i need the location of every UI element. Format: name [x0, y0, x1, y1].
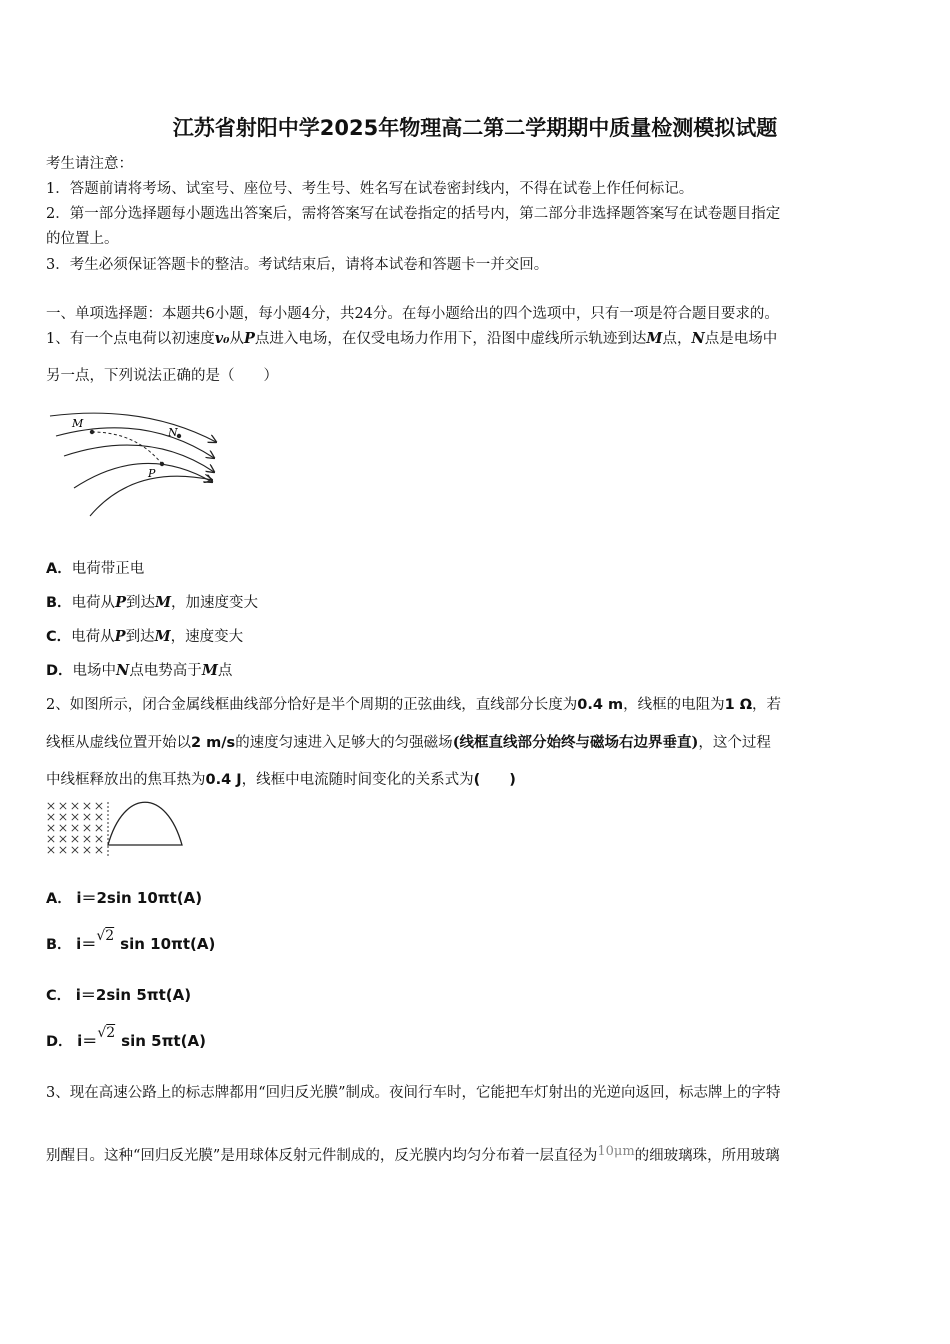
q1-option-c[interactable] — [46, 625, 243, 646]
q2-text: 中线框释放出的焦耳热为 — [46, 772, 206, 788]
q1-text: 点是电场中 — [704, 331, 778, 347]
q1-M: M — [646, 330, 663, 347]
option-formula: i＝ — [77, 1032, 98, 1050]
q3-text: 别醒目。这种“回归反光膜”是用球体反射元件制成的，反光膜内均匀分布着一层直径为 — [46, 1148, 598, 1164]
q2-option-a[interactable] — [46, 887, 202, 908]
field-x-mark — [96, 814, 102, 820]
option-var: M — [154, 594, 172, 611]
option-formula: i＝2sin 10πt(A) — [76, 889, 203, 907]
q2-frame-figure — [44, 800, 184, 860]
q2-speed: 2 m/s — [191, 735, 236, 751]
label-P: P — [148, 467, 156, 480]
option-letter: C． — [46, 988, 72, 1004]
q3-diameter: 10μm — [597, 1144, 635, 1159]
option-text: 电荷从 — [71, 595, 116, 611]
q2-option-d[interactable] — [46, 1025, 206, 1051]
notice-heading: 考生请注意： — [46, 156, 133, 172]
option-letter: C． — [46, 629, 72, 645]
notice-item: 2．第一部分选择题每小题选出答案后，需将答案写在试卷指定的括号内，第二部分非选择题答案写在试卷题目指定 — [46, 206, 781, 222]
point-M — [90, 430, 94, 434]
label-M: M — [72, 417, 84, 430]
option-var: N — [116, 662, 130, 679]
option-var: M — [201, 662, 218, 679]
option-letter: B． — [46, 595, 72, 611]
field-x-mark — [60, 847, 66, 853]
field-line — [74, 463, 212, 488]
q1-P: P — [244, 330, 255, 347]
field-x-mark — [60, 836, 66, 842]
field-x-mark — [60, 814, 66, 820]
option-formula: sin 10πt(A) — [120, 935, 216, 953]
q1-text: 点进入电场，在仅受电场力作用下，沿图中虚线所示轨迹到达 — [254, 331, 647, 347]
option-text: 电场中 — [72, 663, 117, 679]
option-letter: D． — [46, 1034, 73, 1050]
q2-stem-line1 — [46, 693, 781, 714]
option-text: 电荷从 — [71, 629, 115, 645]
option-var: M — [154, 628, 171, 645]
field-line — [56, 428, 214, 458]
option-formula: i＝ — [76, 935, 97, 953]
notice-item: 的位置上。 — [46, 231, 119, 247]
q2-heat: 0.4 J — [205, 772, 242, 788]
sine-frame — [108, 802, 182, 845]
q3-text: 的细玻璃珠，所用玻璃 — [634, 1148, 780, 1164]
field-x-mark — [96, 825, 102, 831]
q2-text: ，这个过程 — [698, 735, 771, 751]
field-x-mark — [96, 803, 102, 809]
field-x-mark — [72, 836, 78, 842]
option-text: ，加速度变大 — [171, 595, 259, 611]
q1-field-figure — [44, 402, 224, 522]
q2-text: ，线框的电阻为 — [623, 697, 725, 713]
option-text: 点电势高于 — [129, 663, 202, 679]
field-x-mark — [84, 825, 90, 831]
q3-stem-line2 — [46, 1144, 780, 1165]
q2-resistance: 1 Ω — [724, 697, 753, 713]
field-x-mark — [96, 836, 102, 842]
q1-text: 从 — [229, 331, 245, 347]
option-formula: sin 5πt(A) — [121, 1032, 206, 1050]
field-x-mark — [48, 825, 54, 831]
field-x-mark — [48, 803, 54, 809]
field-x-mark — [72, 814, 78, 820]
option-var: P — [115, 594, 126, 611]
q1-stem-line2: 另一点，下列说法正确的是（ ） — [46, 368, 278, 384]
q2-option-b[interactable] — [46, 928, 215, 954]
q3-stem-line1: 3、现在高速公路上的标志牌都用“回归反光膜”制成。夜间行车时，它能把车灯射出的光逆向返回，标志牌上的字特 — [46, 1085, 781, 1101]
field-x-mark — [60, 803, 66, 809]
field-x-mark — [48, 836, 54, 842]
field-x-mark — [84, 803, 90, 809]
q1-option-d[interactable] — [46, 659, 232, 680]
magnetic-field-marks — [48, 803, 102, 853]
q1-option-a[interactable] — [46, 557, 144, 578]
q2-length: 0.4 m — [577, 697, 624, 713]
notice-item: 1．答题前请将考场、试室号、座位号、考生号、姓名写在试卷密封线内，不得在试卷上作任何标记。 — [46, 181, 694, 197]
option-text: 到达 — [125, 595, 155, 611]
q1-text: 点， — [662, 331, 692, 347]
option-letter: D． — [46, 663, 73, 679]
q2-stem-line3 — [46, 768, 516, 789]
q2-text: ，线框中电流随时间变化的关系式为 — [241, 772, 474, 788]
option-letter: B． — [46, 937, 72, 953]
field-x-mark — [48, 847, 54, 853]
q1-v0: v₀ — [214, 330, 230, 347]
q2-text: ，若 — [752, 697, 782, 713]
field-x-mark — [60, 825, 66, 831]
sqrt-symbol: √2 — [96, 928, 115, 944]
section-heading: 一、单项选择题：本题共6小题，每小题4分，共24分。在每小题给出的四个选项中，只有一项是符合题目要求的。 — [46, 306, 779, 322]
q1-option-b[interactable] — [46, 591, 258, 612]
field-line — [64, 445, 214, 472]
option-text: 点 — [217, 663, 233, 679]
option-var: P — [114, 628, 126, 645]
option-text: 到达 — [125, 629, 155, 645]
field-line — [90, 476, 212, 516]
field-x-mark — [72, 847, 78, 853]
option-letter: A． — [46, 561, 72, 577]
option-text: ，速度变大 — [170, 629, 244, 645]
q2-text: (线框直线部分始终与磁场右边界垂直) — [452, 734, 699, 751]
q2-text: 的速度匀速进入足够大的匀强磁场 — [235, 735, 453, 751]
field-x-mark — [84, 836, 90, 842]
sqrt-value: 2 — [106, 1025, 116, 1041]
field-x-mark — [96, 847, 102, 853]
sqrt-value: 2 — [105, 928, 115, 944]
page-title: 江苏省射阳中学2025年物理高二第二学期期中质量检测模拟试题 — [172, 116, 778, 140]
sqrt-symbol: √2 — [97, 1025, 116, 1041]
q1-stem-line1 — [46, 327, 777, 348]
field-x-mark — [72, 803, 78, 809]
q2-text: 2、如图所示，闭合金属线框曲线部分恰好是半个周期的正弦曲线，直线部分长度为 — [46, 697, 578, 713]
label-N: N — [168, 426, 178, 439]
q2-stem-line2 — [46, 731, 771, 752]
option-formula: i＝2sin 5πt(A) — [75, 986, 192, 1004]
field-x-mark — [84, 847, 90, 853]
field-x-mark — [84, 814, 90, 820]
q1-N: N — [691, 330, 705, 347]
notice-item: 3．考生必须保证答题卡的整洁。考试结束后，请将本试卷和答题卡一并交回。 — [46, 257, 549, 273]
q2-text: 线框从虚线位置开始以 — [46, 735, 191, 751]
field-x-mark — [48, 814, 54, 820]
field-x-mark — [72, 825, 78, 831]
trajectory — [92, 432, 162, 464]
q2-answer-bracket: ( ) — [473, 772, 516, 788]
q2-option-c[interactable] — [46, 984, 191, 1005]
option-letter: A． — [46, 891, 72, 907]
point-P — [160, 462, 164, 466]
q1-text: 1、有一个点电荷以初速度 — [46, 331, 215, 347]
option-text: 电荷带正电 — [71, 561, 145, 577]
